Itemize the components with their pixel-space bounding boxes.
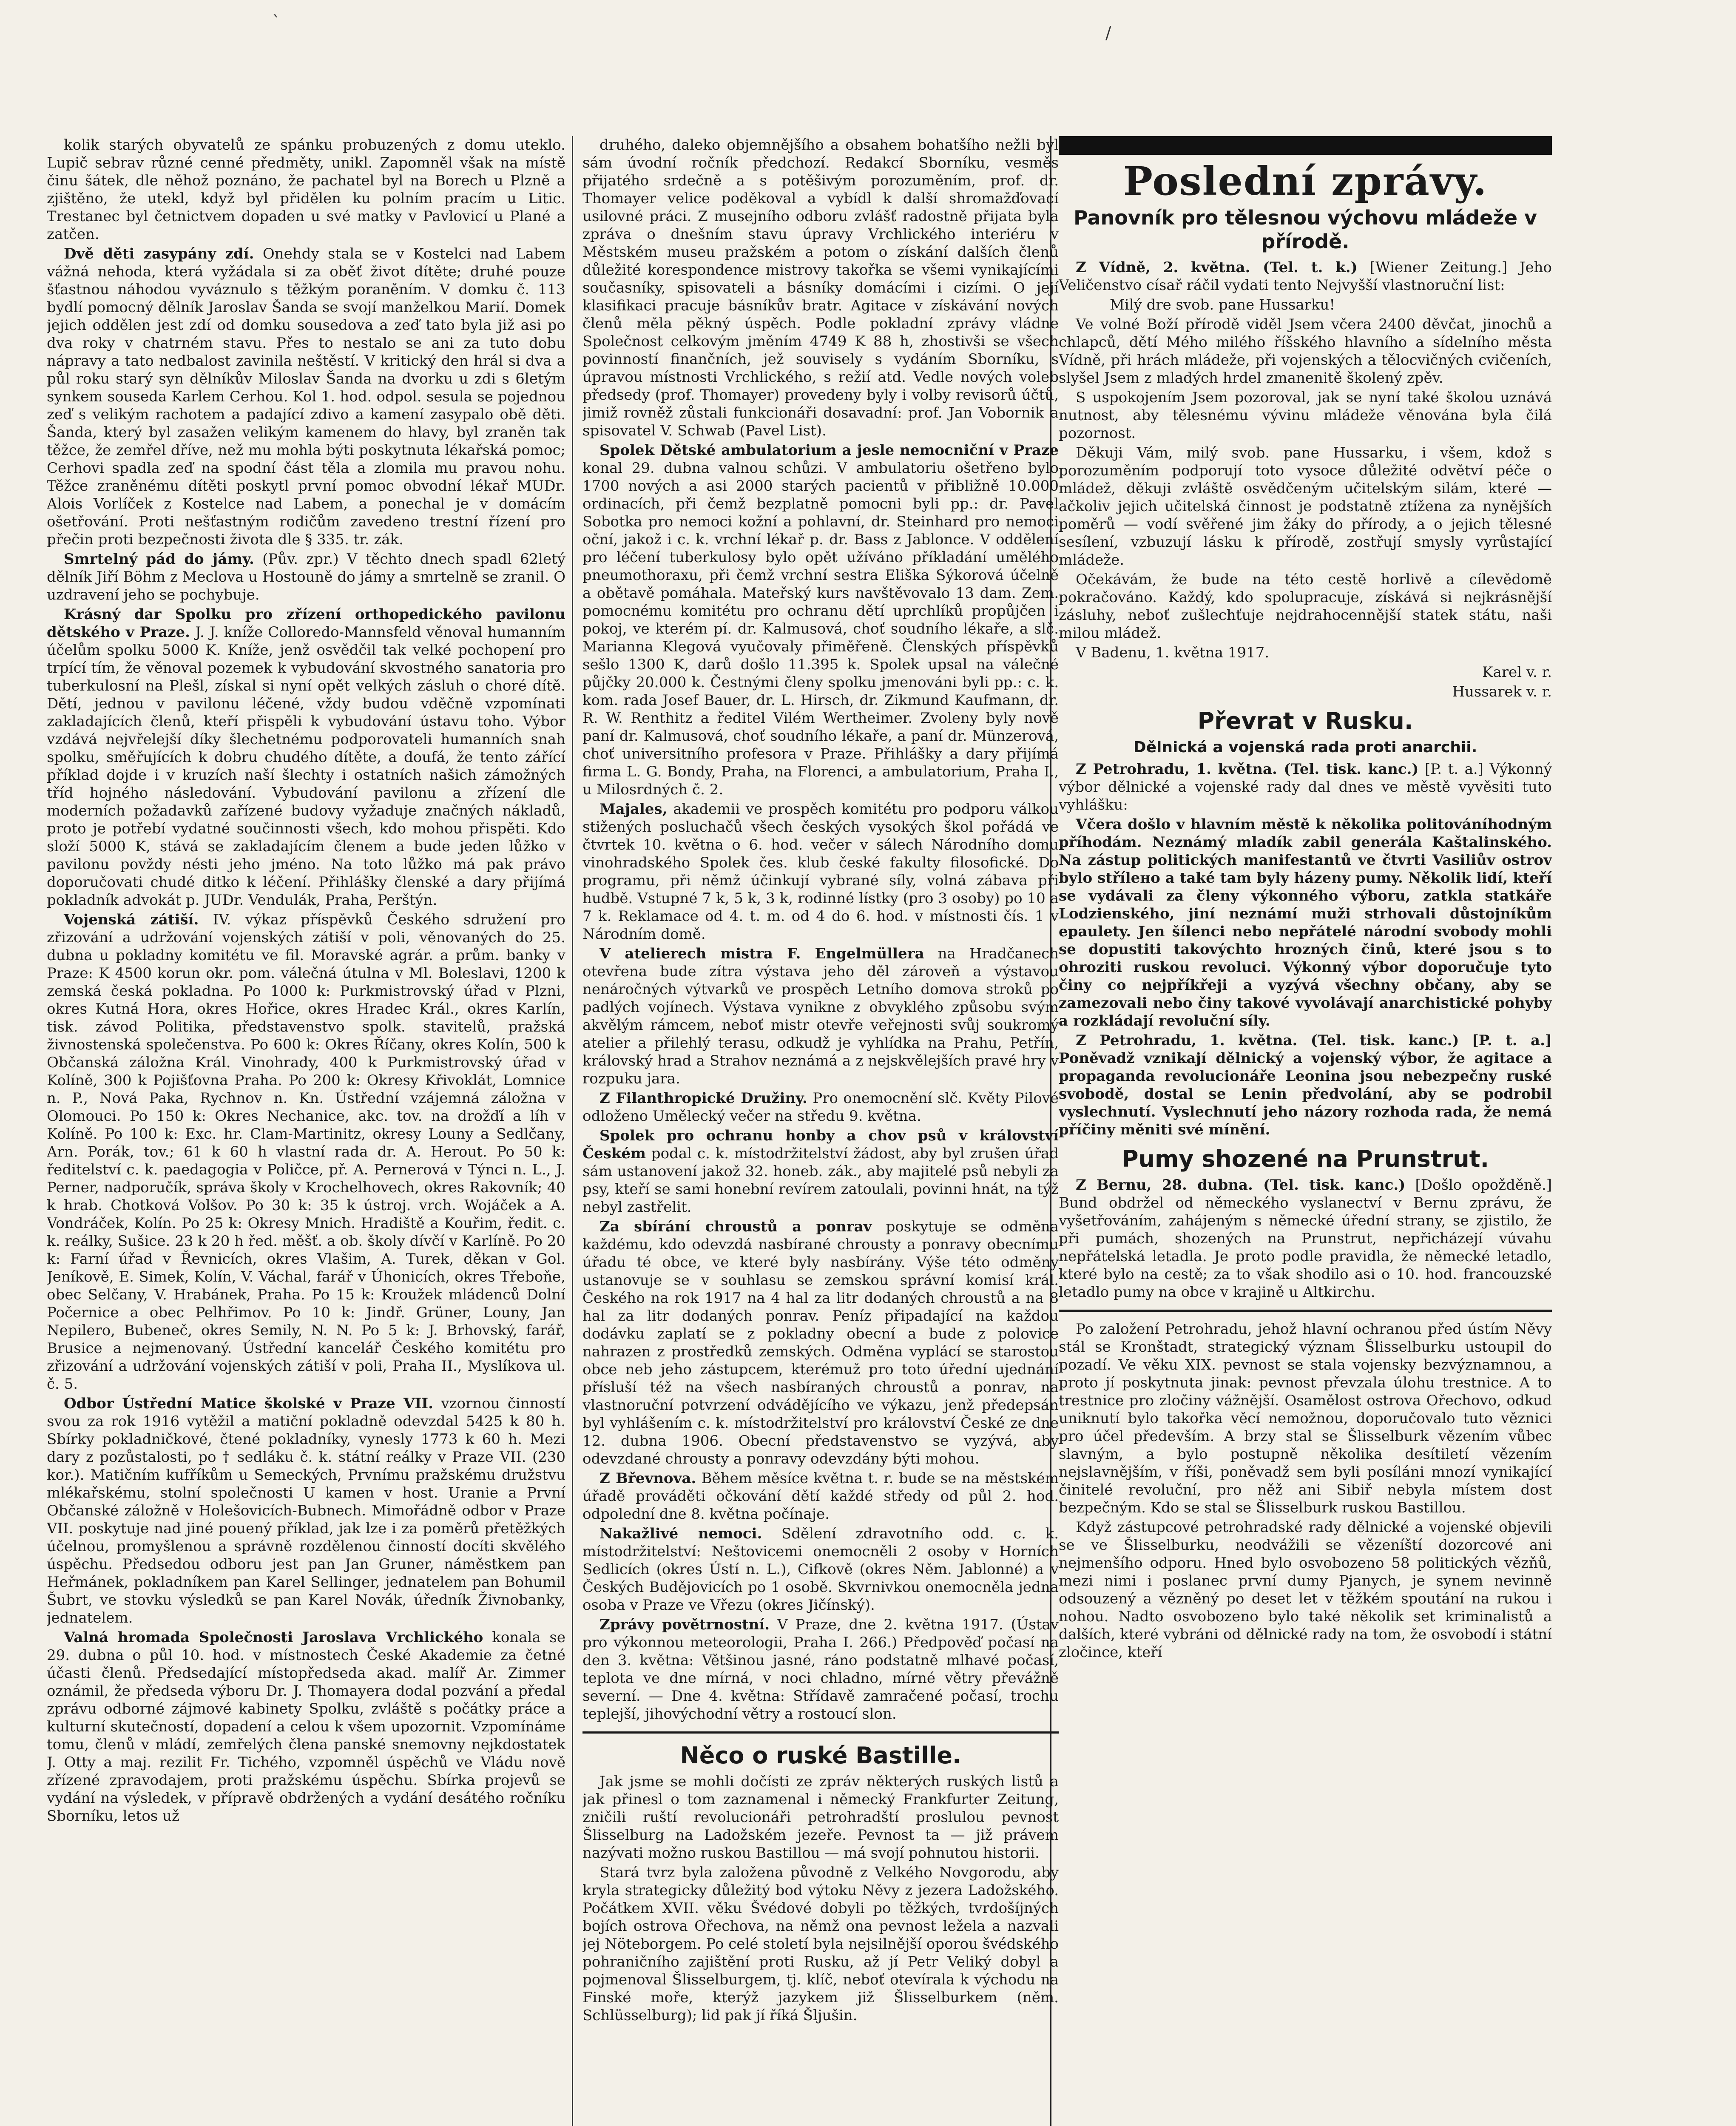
news-item-text: [Došlo opožděně.] Bund obdržel od německého vyslanectví v Bernu zprávu, že vyšetřováním, zahájeným s německé úřední strany, se zjistilo, že při pumách, shozených na Prunstrut, nepřicházejí vúvahu nepřátelská letadla. Je proto podle pravidla, že německé letadlo, které bylo na cestě; za to však shodilo asi o 10. hod. francouzské letadlo pumy na obce v krajině u Altkirchu.: [1059, 1177, 1552, 1301]
article-paragraph: Když zástupcové petrohradské rady dělnické a vojenské objevili se ve Šlisselburku, neodvážili se vězeníští dozorcové ani nejmenšího odporu. Hned bylo osvobozeno 58 politických vězňů, mezi nimi i poslanec první dumy Pjanych, je synem nevinně odsouzený a vězněný po deset let v těžkém spoutání na rukou i nohou. Nadto osvobozeno bylo také několik set kriminalistů a dalších, které vybráni od dělnické rady na tom, že osvobodí i státní zločince, kteří: [1059, 1519, 1552, 1661]
news-item-text: V Praze, dne 2. května 1917. (Ústav pro výkonnou meteorologii, Praha I. 266.) Předpověď počasí na den 3. května: Většinou jasné, ráno podstatně mlhavé počasí, teplota ve dne mírná, v noci chladno, mírné větry převážně severní. — Dne 4. května: Střídavě zamračené počasí, trochu teplejší, jihovýchodní větry a rostoucí slon.: [582, 1616, 1059, 1722]
article-paragraph: Děkuji Vám, milý svob. pane Hussarku, i všem, kdož s porozuměním podporují toto vysoce důležité odvětví péče o mládež, děkuji zvláště osvědčeným učitelským silám, které — ačkoliv jejich učitelská činnost je podstatně ztížena za nynějších poměrů — vodí svěřené jim žáky do přírody, a o jejich tělesné sesílení, vzbuzují lásku k přírodě, zostřují smysly vyrůstající mládeže.: [1059, 444, 1552, 568]
column-3: [1059, 136, 1552, 2126]
article-paragraph: Po založení Petrohradu, jehož hlavní ochranou před ústím Něvy stál se Kronštadt, strategický význam Šlisselburku ustoupil do pozadí. Ve věku XIX. pevnost se stala vojensky bezvýznamnou, a proto jí poskytnuta jinak: pevnost převzala úlohu trestnice. A to trestnice pro zločiny vážnější. Osamělost ostrova Ořechovo, odkud uniknutí bylo takořka věcí nemožnou, doporučovalo tuto věznici pro účel především. A brzy stal se Šlisselburk vězením vůbec slavným, a bylo postupně několika desítiletí vězením nejslavnějším, v říši, poněvadž sem byli posíláni mnozí vynikající činitelé revoluční, pro něž ani Sibiř nebyla místem dost bezpečným. Kdo se stal se Šlisselburk ruskou Bastillou.: [1059, 1321, 1552, 1516]
article-paragraph: Stará tvrz byla založena původně z Velkého Novgorodu, aby kryla strategicky důležitý bod výtoku Něvy z jezera Ladožského. Počátkem XVII. věku Švédové dobyli po těžkých, tvrdošíjných bojích ostrova Ořechova, na němž ona pevnost ležela a nazvali jej Nöteborgem. Po celé století byla nejsilnější oporou švédského pohraničního zajištění proti Rusku, až jí Petr Veliký dobyl a pojmenoval Šlisselburgem, tj. klíč, neboť otevírala k východu na Finské moře, kterýž jazykem již Šlisselburkem (něm. Schlüsselburg); lid pak jí říká Šljušin.: [582, 1864, 1059, 2024]
news-item-text: konal 29. dubna valnou schůzi. V ambulatoriu ošetřeno bylo 1700 nových a asi 2000 starých pacientů v přibližně 10.000 ordinacích, při čemž bezplatně pomocni byli pp.: dr. Pavel Sobotka pro nemoci kožní a pohlavní, dr. Steinhard pro nemoci oční, jakož i c. k. vrchní lékař p. dr. Bass z Jablonce. V oddělení pro léčení tuberkulosy bylo opět užíváno příkladání umělého pneumothoraxu, při čemž vrchní sestra Eliška Sýkorová účelně a obětavě pomáhala. Mateřský kurs navštěvovalo 13 dam. Zem. pomocnému komitétu pro ochranu dětí uprchlíků propůjčen i pokoj, ve kterém pí. dr. Kalmusová, choť soudního lékaře, a slč. Marianna Klegová vyučovaly přiměřeně. Členských příspěvků sešlo 1300 K, darů došlo 11.395 k. Spolek upsal na válečné půjčky 20.000 k. Čestnými členy spolku jmenováni byli pp.: c. k. kom. rada Josef Bauer, dr. L. Hirsch, dr. Zikmund Kaufmann, dr. R. W. Renthitz a ředitel Vilém Wertheimer. Zvoleny byly nově paní dr. Kalmusová, choť soudního lékaře, a paní dr. Münzerová, choť universitního profesora v Praze. Přihlášky a dary přijímá firma L. G. Bondy, Praha, na Florenci, a ambulatorium, Praha I., u Milosrdných č. 2.: [582, 460, 1059, 798]
news-item: [582, 1218, 1059, 1468]
news-item-title: Majales,: [600, 801, 668, 818]
news-item: [582, 441, 1059, 799]
news-item: [582, 1089, 1059, 1125]
article-heading: Pumy shozené na Prunstrut.: [1121, 1145, 1489, 1172]
column-rule: [572, 136, 573, 2126]
news-item: [582, 800, 1059, 943]
header-bar: [1059, 136, 1552, 155]
news-item-title: Krásný dar Spolku pro zřízení orthopedického pavilonu dětského v Praze.: [47, 606, 565, 641]
news-item: [582, 1525, 1059, 1614]
divider: [1059, 1310, 1552, 1312]
article-subheading: Dělnická a vojenská rada proti anarchii.: [1133, 739, 1477, 756]
dateline: Z Petrohradu, 1. května. (Tel. tisk. kanc.): [1076, 1032, 1459, 1049]
article-paragraph: druhého, daleko objemnějšího a obsahem bohatšího nežli byl sám úvodní ročník předchozí. Redakcí Sborníku, vesměs přijatého srdečně a s potěšivým porozuměním, prof. dr. Thomayer velice poděkoval a vybídl k další shromažďovací usilovné práci. Z musejního odboru zvlášť radostně přijata byla zpráva o dnešním stavu úpravy Vrchlického interiéru v Městském museu pražském a potom o získání dalších členů důležité korespondence mistrovy takořka se všemi vynikajícími současníky, spisovateli a básníky domácími i cizími. O její klasifikaci pracuje básníkův bratr. Agitace v získávání nových členů měla pěkný úspěch. Podle pokladní zprávy vládne Společnost celkovým jměním 4749 K 88 h, zhostivši se všech povinností finančních, jež souvisely s vydáním Sborníku, s úpravou místnosti Vrchlického, s režií atd. Vedle nových voleb předsedy (prof. Thomayer) provedeny byly i volby revisorů účtů, jimiž rovněž zůstali funkcionáři dosavadní: prof. Jan Vobornik a spisovatel V. Schwab (Pavel List).: [582, 136, 1059, 439]
news-item-title: Vojenská zátiší.: [64, 911, 199, 928]
article-paragraph: S uspokojením Jsem pozoroval, jak se nyní také školou uznává nutnost, aby tělesnému vývinu mládeže věnována byla čilá pozornost.: [1059, 389, 1552, 442]
news-item: [47, 1629, 565, 1825]
news-item: [47, 550, 565, 604]
divider: [582, 1731, 1059, 1734]
signature: Karel v. r.: [1482, 664, 1552, 681]
margin-mark: ˋ: [272, 13, 281, 32]
news-item-text: vzornou činností svou za rok 1916 vytěžil a matiční pokladně odevzdal 5425 k 80 h. Sbírky pokladničkové, čtené pokladníky, vynesly 1773 k 60 h. Mezi dary z pozůstalosti, po † sedláku č. k. státní reálky v Praze VII. (230 kor.). Matičním kufříkům u Semeckých, Prvnímu pražskému družstvu mlékařskému, stolní společnosti U kamen v host. Uranie a První Občanské záložně v Holešovicích-Bubnech. Mimořádně odbor v Praze VII. poskytuje nad jiné pouený příklad, jak lze i za poměrů přetěžkých účelnou, promyšlenou a správně rozdělenou činností docíti skvělého úspěchu. Předsedou odboru jest pan Jan Gruner, náměstkem pan Heřmánek, pokladníkem pan Karel Sellinger, jednatelem pan Bohumil Šubrt, ve stovku výsledků se pan Karel Novák, úředník Živnobanky, jednatelem.: [47, 1395, 565, 1626]
news-item-text: konala se 29. dubna o půl 10. hod. v místnostech České Akademie za četné účasti členů. Předsedající místopředseda akad. malíř Ar. Zimmer oznámil, že předseda výboru Dr. J. Thomayera dodal pozvání a předal zprávu odborné zájmové kabinety Spolku, zvláště s počátky práce a kulturní skutečností, dopadení a celou k všem upozornit. Vzpomínáme tomu, členů v mládí, zemřelých člena panské snemovny nejkdostatek J. Otty a maj. rezilit Fr. Tichého, vzpomněl úspěchů ve Vládu nově zřízené zpravodajem, proti pražskému úspěchu. Sbírka projevů se vydání na výsledek, v přípravě obdržených a vydání desátého ročníku Sborníku, letos už: [47, 1629, 565, 1825]
news-item-text: [P. t. a.] Výkonný výbor dělnické a vojenské rady dal dnes ve městě vyvěsiti tuto vyhlášku:: [1059, 761, 1552, 813]
news-item-title: Spolek Dětské ambulatorium a jesle nemocniční v Praze: [600, 442, 1059, 459]
article-heading: Převrat v Rusku.: [1197, 708, 1413, 734]
news-item-text: IV. výkaz příspěvků Českého sdružení pro zřizování a udržování vojenských zátiší v poli, věnovaných do 25. dubna u pokladny komitétu ve fil. Moravské agrár. a prům. banky v Praze: K 4500 korun okr. pom. válečná útulna v Ml. Boleslavi, 1200 k zemská česká pokladna. Po 1000 k: Purkmistrovský úřad v Plzni, okres Kutná Hora, okres Hořice, okres Hradec Král., okres Karlín, tisk. závod Politika, představenstvo spolk. stavitelů, pražská živnostenská společenstva. Po 600 k: Okres Říčany, okres Kolín, 500 k Občanská záložna Král. Vinohrady, 400 k Purkmistrovský úřad v Kolíně, 300 k Pojišťovna Praha. Po 200 k: Okresy Křivoklát, Lomnice n. P., Nová Paka, Rychnov n. Kn. Ústřední vzájemná záložna v Olomouci. Po 150 k: Okres Nechanice, akc. tov. na drožďí a líh v Kolíně. Po 100 k: Exc. hr. Clam-Martinitz, okresy Louny a Sedlčany, Arn. Porák, tov.; 61 k 60 h vlastní rada dr. A. Herout. Po 50 k: ředitelství c. k. paedagogia v Poličce, př. A. Pernerová v Týnci n. L., J. Perner, nadporučík, správa školy v Krochelhovech, okres Rakovník; 40 k hrab. Chotková Volšov. Po 30 k: 35 k ústroj. vrch. Wojáček a A. Vondráček, Kolín. Po 25 k: Okresy Mnich. Hradiště a Kouřim, ředit. c. k. reálky, Sušice. 23 k 20 h řed. měšť. a ob. školy dívčí v Karlíně. Po 20 k: Farní úřad v Řevnicích, okres Vlašim, A. Turek, děkan v Gol. Jeníkově, E. Simek, Kolín, V. Váchal, farář v Úhonicích, okres Třeboňe, obec Selčany, V. Hrabánek, Praha. Po 15 k: Kroužek mládenců Dolní Počernice a obec Pelhřimov. Po 10 k: Jindř. Grüner, Louny, Jan Nepilero, Bubeneč, okres Semily, N. N. Po 5 k: J. Brhovský, farář, Brusice a nejmenovaný. Ústřední kancelář Českého komitétu pro zřizování a udržování vojenských zátiší v poli, Praha II., Myslíkova ul. č. 5.: [47, 911, 565, 1393]
section-header: Poslední zprávy.: [1123, 158, 1488, 204]
article-paragraph: Včera došlo v hlavním městě k několika politováníhodným příhodám. Neznámý mladík zabil generála Kaštalinského. Na zástup politických manifestantů ve čtvrti Vasiliův ostrov bylo střílено a také tam byly házeny pumy. Několik lidí, kteří se vydávali za členy výkonného výboru, zatkla statkáře Lodzienského, jiní neznámí muži strhovali důstojníkům epaulety. Jen šílenci nebo nepřátelé národní svobody mohli se dopustiti takovýchto hrozných činů, které jsou s to ohroziti ruskou revoluci. Výkonný výbor doporučuje tyto činy co nejpříkřeji a vyzývá všechny občany, aby se zamezovali nebo činy takové vyvolávají anarchistické pohyby a rozkládají revoluční síly.: [1059, 816, 1552, 1029]
section-subheader: Panovník pro tělesnou výchovu mládeže v přírodě.: [1073, 206, 1537, 253]
article-heading: Něco o ruské Bastille.: [680, 1742, 961, 1769]
news-item-title: Valná hromada Společnosti Jaroslava Vrchlického: [64, 1629, 483, 1646]
article-paragraph: Očekávám, že bude na této cestě horlivě a cílevědomě pokračováno. Každý, kdo spolupracuje, získává si nejkrásnější zásluhy, neboť zušlechťuje nejdrahocennější statek státu, naši milou mládež.: [1059, 571, 1552, 642]
news-item-text: [P. t. a.] Poněvadž vznikají dělnický a vojenský výbor, že agitace a propaganda revolucionáře Leonina jsou nebezpečny ruské svobodě, dostal se Lenin předvolání, aby se podrobil vyslechnutí. Vyslechnutí jeho názory rozhoda rada, že nemá příčiny měniti své mínění.: [1059, 1032, 1552, 1138]
news-item-title: Zprávy povětrnostní.: [600, 1616, 770, 1633]
news-item-title: Spolek pro ochranu honby a chov psů v království Českém: [582, 1127, 1059, 1162]
news-item-text: na Hradčanech otevřena bude zítra výstava jeho děl zároveň a výstavou nenáročných výtvarků ve prospěch Letního domova stroků po padlých vojínech. Výstava vynikne z obvyklého způsobu svým akvělým rámcem, neboť mistr otevře veřejnosti svůj soukromý atelier a přilehlý terasu, odkudž je vyhlídka na Prahu, Petřín, královský hrad a Strahov neznámá a z nejskvělejších pravé hry v rozpuku jara.: [582, 945, 1059, 1087]
news-item-text: akademii ve prospěch komitétu pro podporu válkou stižených posluchačů všech českých vysokých škol pořádá ve čtvrtek 10. května o 6. hod. večer v sálech Národního domu vinohradského Spolek čes. klub české fakulty filosofické. Do programu, při němž účinkují vybrané síly, volná zábava při hudbě. Vstupné 7 k, 5 k, 3 k, rodinné lístky (pro 3 osoby) po 10 a 7 k. Reklamace od 4. t. m. od 4 do 6. hod. v místnosti čís. 1 v Národním domě.: [582, 801, 1059, 943]
salutation: Milý dre svob. pane Hussarku!: [1110, 296, 1335, 313]
dateline: Z Bernu, 28. dubna. (Tel. tisk. kanc.): [1076, 1177, 1406, 1194]
news-item-text: poskytuje se odměna každému, kdo odevzdá nasbírané chrousty a ponravy obecnímu úřadu té obce, ve které byly nasbírány. Výše této odměny ustanovuje se v souhlasu se zemskou správní komisí král. Českého na rok 1917 na 4 hal za litr dodaných chroustů a na 8 hal za litr dodaných ponrav. Peníz připadající na každou dodávku zaplatí se z pokladny obecní a bude z polovice nahrazen z prostředků zemských. Odměna vyplácí se starostou obce neb jeho zástupcem, kterémuž pro toto úřední ujednání přísluší též na všech nasbíraných chroustů a ponrav, na vlastnoruční potvrzení odvádějícího ve výkazu, jenž předepsán byl vyhlášením c. k. místodržitelství pro království České ze dne 12. dubna 1906. Obecní představenstvo se vyzývá, aby odevzdané chrousty a ponravy odevzdány býti mohou.: [582, 1218, 1059, 1467]
dateline: Z Vídně, 2. května. (Tel. t. k.): [1076, 259, 1358, 276]
news-item: [1059, 1032, 1552, 1139]
article-paragraph: Jak jsme se mohli dočísti ze zpráv některých ruských listů a jak přinesl o tom zaznamenal i německý Frankfurter Zeitung, zničili ruští revolucionáři petrohradští proslulou pevnost Šlisselburg na Ladožském jezeře. Pevnost ta — již právem nazývati možno ruskou Bastillou — má svojí pohnutou historii.: [582, 1773, 1059, 1862]
dateline: Z Petrohradu, 1. května. (Tel. tisk. kanc.): [1076, 761, 1419, 778]
column-1: [47, 136, 565, 2126]
news-item: [1059, 1176, 1552, 1301]
news-item: [1059, 760, 1552, 814]
news-item-title: Z Břevnova.: [600, 1470, 696, 1487]
news-item-text: Sdělení zdravotního odd. c. k. místodržitelství: Neštovicemi onemocněli 2 osoby v Horních Sedlicích (okres Ústí n. L.), Cifkově (okres Něm. Jablonné) a v Českých Budějovicích po 1 osobě. Skvrnivkou onemocněla jedna osoba v Praze ve Vřezu (okres Jičínský).: [582, 1525, 1059, 1614]
news-item-title: Dvě děti zasypány zdí.: [64, 245, 254, 262]
news-item-text: podal c. k. místodržitelství žádost, aby byl zrušen úřad sám ustanovení jakož 32. honeb. zák., aby majitelé psů nebyli za psy, kteří se sami honební revírem zatoulali, povinni hnát, na týž nebyl zastřelit.: [582, 1145, 1059, 1216]
margin-mark: /: [1105, 23, 1111, 43]
news-item-title: Odbor Ústřední Matice školské v Praze VII.: [64, 1395, 433, 1412]
news-item-title: V atelierech mistra F. Engelmüllera: [600, 945, 924, 962]
news-item-text: J. J. kníže Colloredo-Mannsfeld věnoval humanním účelům spolku 5000 K. Kníže, jenž osvědčil tak velké pochopení pro trpící tím, že věnoval pozemek k vybudování skvostného sanatoria pro tuberkulosní na Plešl, získal si nyní opět velkých zásluh o choré dítě. Dětí, jednou v pavilonu léčené, vždy budou vděčně vzpomínati zakladajících členů, kteří přispěli k vybudování ústavu toho. Výbor vzdává nejvřelejší díky šlechetnému podporovateli humanních snah spolku, směřujících k dobru chudého dítěte, a doufá, že tento zářící příklad dojde i v kruzích naší šlechty i ostatních našich zámožných tříd hojného následování. Vybudování pavilonu a zřízení dle moderních požadavků zařízené budovy vyžaduje značných nákladů, proto je potřebí vydatné součinnosti všech, kdo mohou přispěti. Kdo složí 5000 K, stává se zakladajícím členem a bude jeden lůžko v pavilonu povždy nésti jeho jméno. Na toto lůžko má pak právo doporučovati chudé ditko k léčení. Přihlášky členské a dary přijímá pokladník advokát p. JUDr. Vendulák, Praha, Perštýn.: [47, 624, 565, 909]
news-item: [47, 245, 565, 549]
article-paragraph: kolik starých obyvatelů ze spánku probuzených z domu uteklo. Lupič sebrav různé cenné předměty, unikl. Zapomněl však na místě činu šátek, dle něhož poznáno, že pachatel byl na Borech u Plzně a zjištěno, že utekl, když byl přidělen ku polním pracím u Litic. Trestanec byl četnictvem dopaden u své matky v Pavlovicí u Plané a zatčen.: [47, 136, 565, 243]
news-item: [47, 605, 565, 909]
news-item-title: Za sbírání chroustů a ponrav: [600, 1218, 872, 1235]
news-item-title: Z Filanthropické Družiny.: [600, 1090, 807, 1107]
column-2: [582, 136, 1059, 2126]
news-item-title: Smrtelný pád do jámy.: [64, 551, 254, 568]
news-item: [47, 1395, 565, 1627]
news-item: [47, 911, 565, 1393]
news-item-text: Během měsíce května t. r. bude se na městském úřadě prováděti očkování dětí každé středy od půl 2. hod. odpolední dne 8. května počínaje.: [582, 1470, 1059, 1523]
news-item: [1059, 259, 1552, 294]
news-item-text: [Wiener Zeitung.] Jeho Veličenstvo císař ráčil vydati tento Nejvyšší vlastnoruční list:: [1059, 259, 1552, 294]
news-item: [582, 945, 1059, 1088]
news-item: [582, 1469, 1059, 1523]
news-item-title: Nakažlivé nemoci.: [600, 1525, 762, 1542]
news-item: [582, 1127, 1059, 1216]
signature: Hussarek v. r.: [1452, 683, 1552, 700]
news-item-text: Onehdy stala se v Kostelci nad Labem vážná nehoda, která vyžádala si za oběť život dítěte; druhé pouze šťastnou náhodou vyváznulo s těžkým poraněním. V domku č. 113 bydlí pomocný dělník Jaroslav Šanda se svojí manželkou Marií. Domek jejich oddělen jest zdí od domku sousedova a zeď tato byla již asi po dva roky v chatrném stavu. Přes to nestalo se ani za tuto dobu nápravy a tato nedbalost zavinila neštěstí. V kritický den hrál si dva a půl roku starý syn dělníkův Miloslav Šanda na dvorku u zdi s 6letým synkem souseda Karlem Cerhou. Kol 1. hod. odpol. sesula se pojednou zeď s velikým rachotem a padající zdivo a kamení zasypalo obě děti. Šanda, který byl zasažen velikým kamenem do hlavy, byl zraněn tak těžce, že zemřel dříve, než mu mohla býti poskytnuta lékařská pomoc; Cerhovi spadla zeď na spodní část těla a zlomila mu pravou nohu. Těžce zraněnému dítěti poskytl první pomoc obvodní lékař MUDr. Alois Vorlíček z Kostelce nad Labem, a ponechal je v domácím ošetřování. Proti nešťastným rodičům zavedeno trestní řízení pro přečin proti bezpečnosti života dle § 335. tr. zák.: [47, 245, 565, 548]
news-item: [582, 1616, 1059, 1723]
place-date: V Badenu, 1. května 1917.: [1076, 644, 1270, 661]
article-paragraph: Ve volné Boží přírodě viděl Jsem včera 2400 děvčat, jinochů a chlapců, dětí Mého milého říšského hlavního a sídelního města Vídně, při hrách mládeže, při vojenských a tělocvičných cvičeních, slyšel Jsem z mladých hrdel zmanenitě školený zpěv.: [1059, 316, 1552, 387]
news-item-text: (Pův. zpr.) V těchto dnech spadl 62letý dělník Jiří Böhm z Meclova u Hostouně do jámy a smrtelně se zranil. O uzdravení jeho se pochybuje.: [47, 551, 565, 603]
news-item-text: Pro onemocnění slč. Květy Pilové odloženo Umělecký večer na středu 9. května.: [582, 1090, 1059, 1125]
